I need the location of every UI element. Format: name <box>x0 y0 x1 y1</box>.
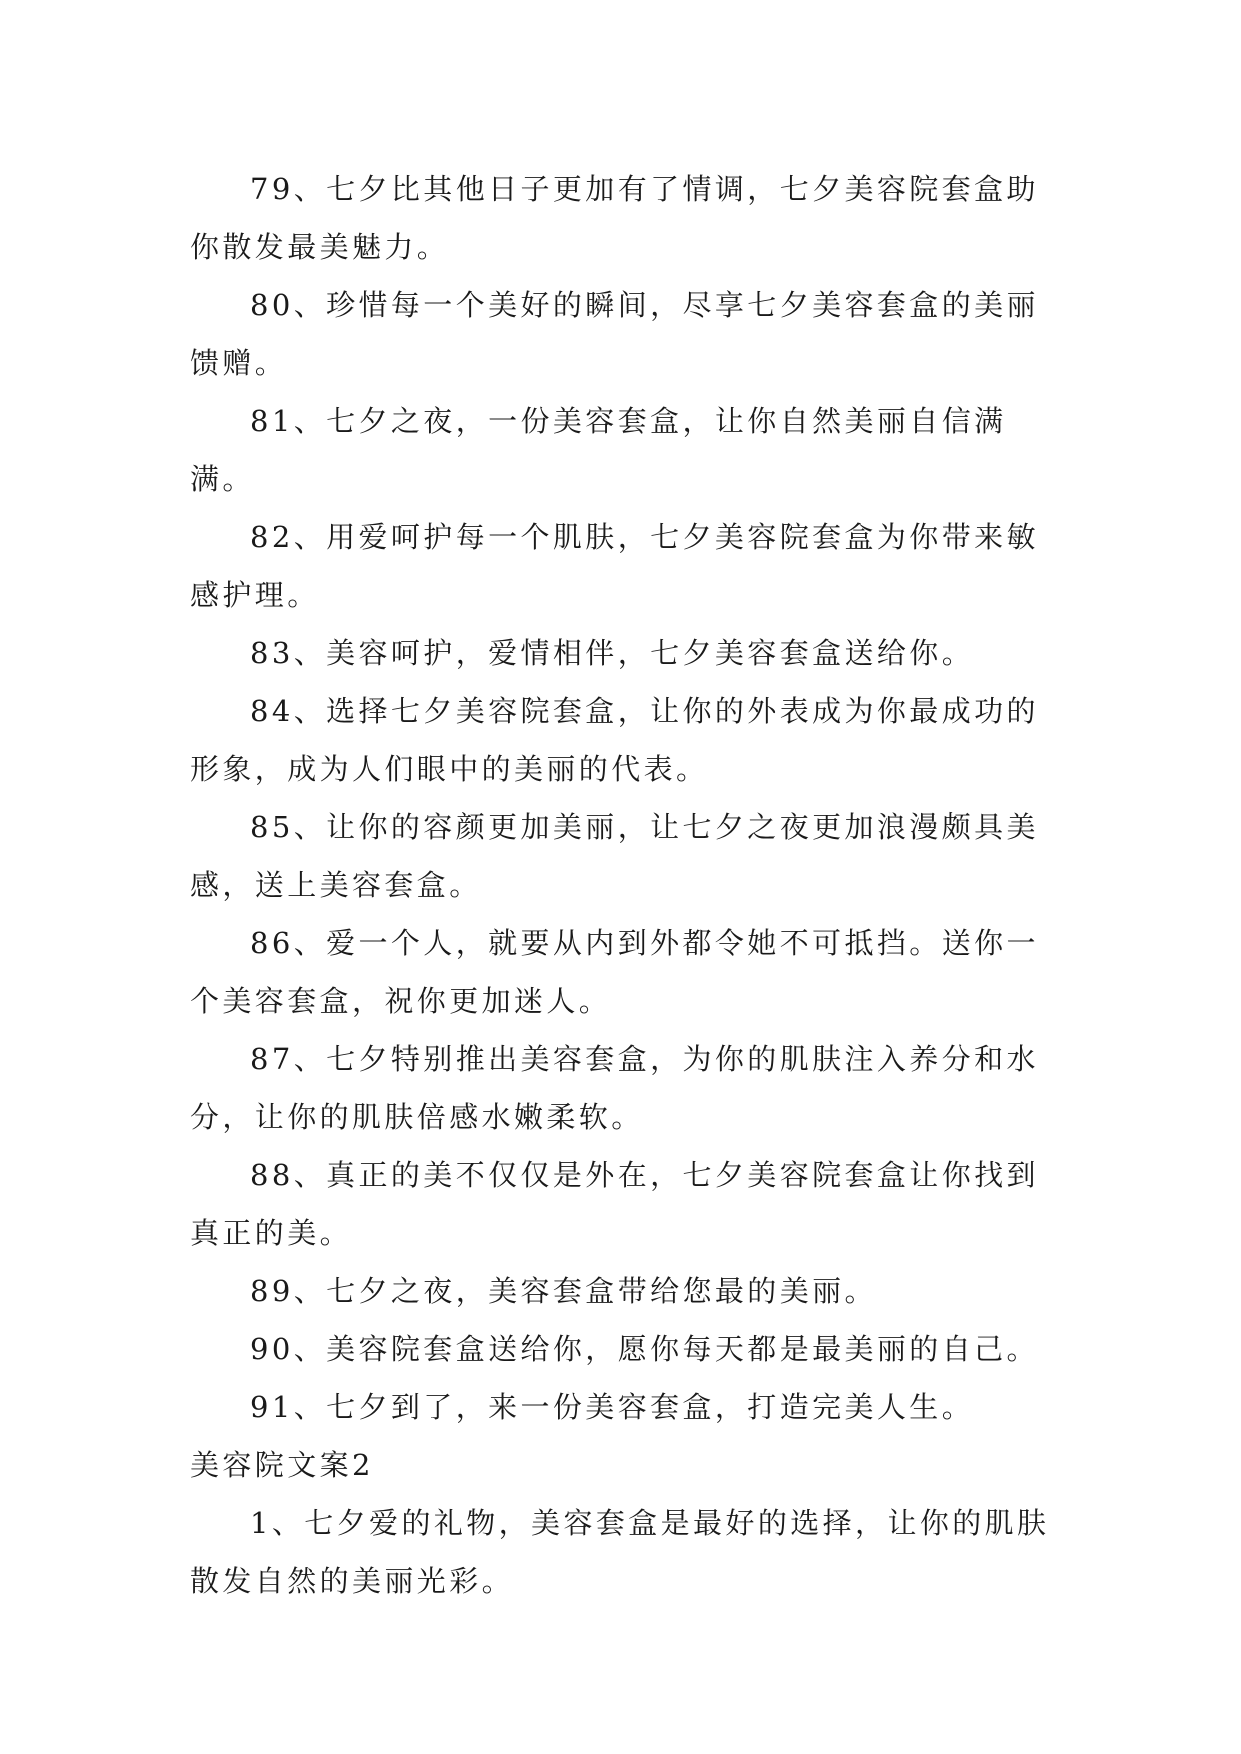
paragraph-89: 89、七夕之夜，美容套盒带给您最的美丽。 <box>250 1274 877 1308</box>
paragraph-91: 91、七夕到了，来一份美容套盒，打造完美人生。 <box>250 1390 975 1424</box>
paragraph-85: 85、让你的容颜更加美丽，让七夕之夜更加浪漫颇具美感，送上美容套盒。 <box>190 810 1039 902</box>
paragraph-81: 81、七夕之夜，一份美容套盒，让你自然美丽自信满满。 <box>190 404 1007 496</box>
paragraph-79: 79、七夕比其他日子更加有了情调，七夕美容院套盒助你散发最美魅力。 <box>190 172 1039 264</box>
paragraph-82: 82、用爱呵护每一个肌肤，七夕美容院套盒为你带来敏感护理。 <box>190 520 1039 612</box>
paragraph-86: 86、爱一个人，就要从内到外都令她不可抵挡。送你一个美容套盒，祝你更加迷人。 <box>190 926 1039 1018</box>
paragraph-84: 84、选择七夕美容院套盒，让你的外表成为你最成功的形象，成为人们眼中的美丽的代表。 <box>190 694 1039 786</box>
paragraph-83: 83、美容呵护，爱情相伴，七夕美容套盒送给你。 <box>250 636 975 670</box>
section-title: 美容院文案2 <box>190 1448 374 1482</box>
document-body <box>190 160 1050 1610</box>
paragraph-80: 80、珍惜每一个美好的瞬间，尽享七夕美容套盒的美丽馈赠。 <box>190 288 1039 380</box>
paragraph-87: 87、七夕特别推出美容套盒，为你的肌肤注入养分和水分，让你的肌肤倍感水嫩柔软。 <box>190 1042 1039 1134</box>
section-paragraph-1: 1、七夕爱的礼物，美容套盒是最好的选择，让你的肌肤散发自然的美丽光彩。 <box>190 1506 1050 1598</box>
paragraph-88: 88、真正的美不仅仅是外在，七夕美容院套盒让你找到真正的美。 <box>190 1158 1039 1250</box>
paragraph-90: 90、美容院套盒送给你，愿你每天都是最美丽的自己。 <box>250 1332 1039 1366</box>
